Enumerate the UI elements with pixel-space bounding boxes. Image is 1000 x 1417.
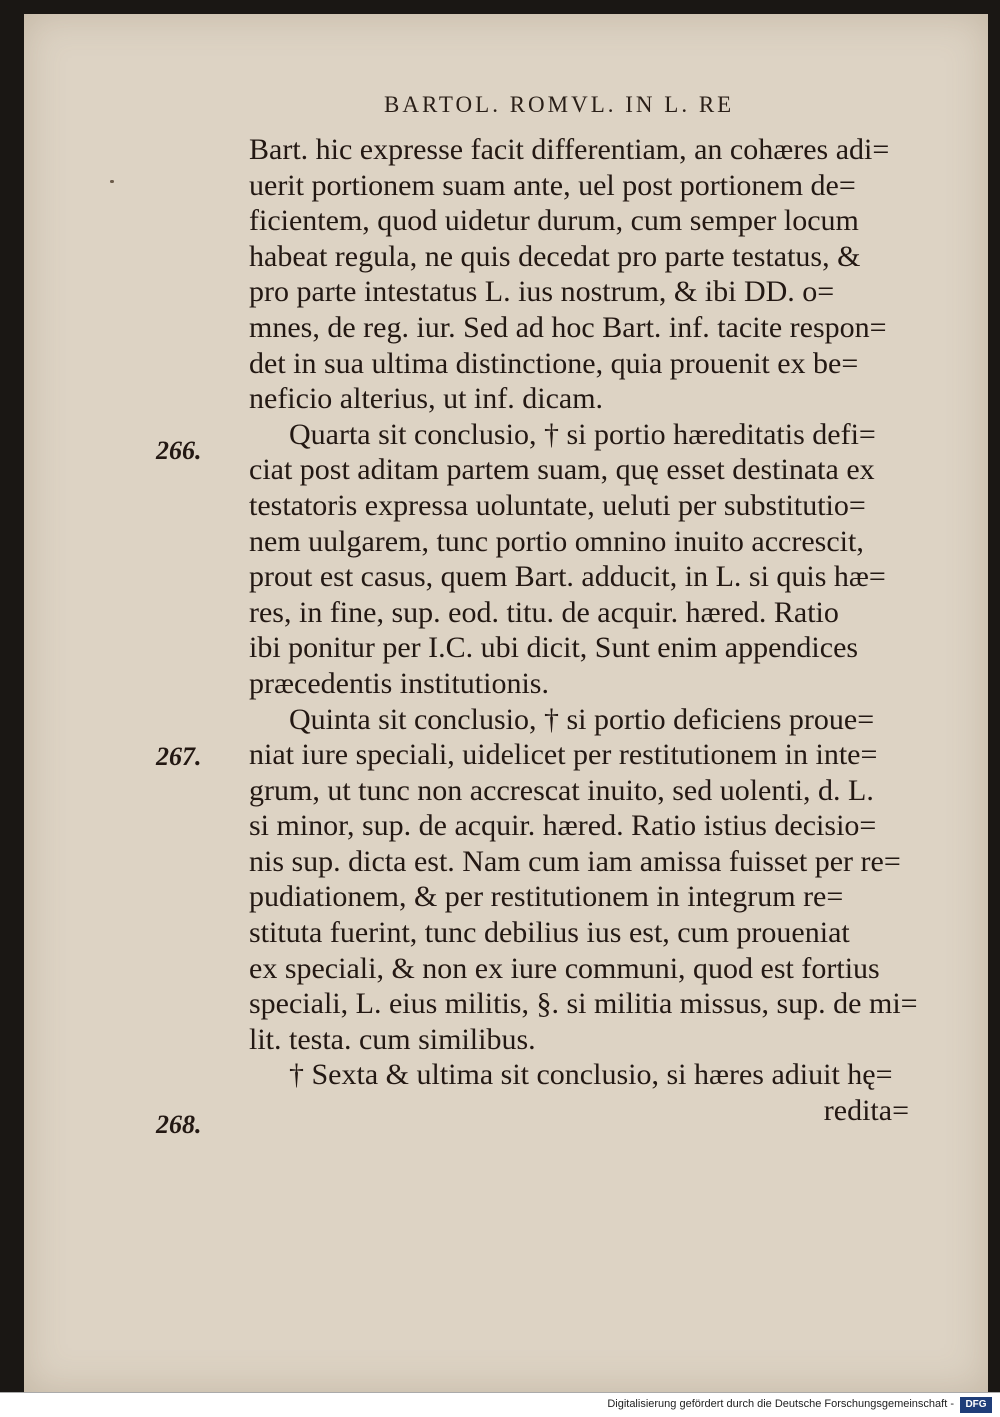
text-line: nem uulgarem, tunc portio omnino inuito accrescit, (249, 524, 864, 558)
digitization-footer (0, 1392, 1000, 1417)
funding-notice: Digitalisierung gefördert durch die Deutsche Forschungsgemeinschaft - (607, 1398, 954, 1410)
text-line: mnes, de reg. iur. Sed ad hoc Bart. inf. tacite respon= (249, 310, 887, 344)
text-line: niat iure speciali, uidelicet per restitutionem in inte= (249, 738, 878, 772)
text-line: habeat regula, ne quis decedat pro parte testatus, & (249, 239, 861, 273)
text-line: præcedentis institutionis. (249, 666, 549, 700)
text-line: uerit portionem suam ante, uel post portionem de= (249, 168, 856, 202)
text-line: Quarta sit conclusio, † si portio hæreditatis defi= (289, 417, 876, 451)
margin-number-267: 267. (156, 742, 202, 771)
text-line: † Sexta & ultima sit conclusio, si hæres adiuit hę= (289, 1058, 893, 1092)
margin-number-268: 268. (156, 1110, 202, 1139)
text-line: neficio alterius, ut inf. dicam. (249, 382, 604, 416)
catchword: redita= (823, 1094, 909, 1128)
text-line: ibi ponitur per I.C. ubi dicit, Sunt enim appendices (249, 631, 859, 665)
text-line: prout est casus, quem Bart. adducit, in L. si quis hæ= (249, 560, 886, 594)
text-line: ex speciali, & non ex iure communi, quod est fortius (249, 951, 880, 985)
margin-number-266: 266. (156, 436, 202, 465)
text-line: nis sup. dicta est. Nam cum iam amissa fuisset per re= (249, 844, 901, 878)
text-line: speciali, L. eius militis, §. si militia missus, sup. de mi= (249, 987, 918, 1021)
text-line: testatoris expressa uoluntate, ueluti per substitutio= (249, 488, 866, 522)
text-line: grum, ut tunc non accrescat inuito, sed uolenti, d. L. (249, 773, 874, 807)
text-line: si minor, sup. de acquir. hæred. Ratio istius decisio= (249, 809, 877, 843)
text-line: pro parte intestatus L. ius nostrum, & ibi DD. o= (249, 275, 835, 309)
dfg-logo: DFG (960, 1397, 992, 1413)
text-line: pudiationem, & per restitutionem in integrum re= (249, 880, 844, 914)
text-line: Quinta sit conclusio, † si portio deficiens proue= (289, 702, 875, 736)
text-line: ficientem, quod uidetur durum, cum semper locum (249, 204, 859, 238)
text-line: Bart. hic expresse facit differentiam, an cohæres adi= (249, 133, 890, 166)
text-line: stituta fuerint, tunc debilius ius est, cum proueniat (249, 916, 850, 950)
text-line: res, in fine, sup. eod. titu. de acquir. hæred. Ratio (249, 595, 839, 629)
body-text (249, 132, 959, 1129)
running-title: BARTOL. ROMVL. IN L. RE (384, 92, 735, 117)
ink-speck (110, 180, 114, 183)
text-line: det in sua ultima distinctione, quia prouenit ex be= (249, 346, 859, 380)
text-line: ciat post aditam partem suam, quę esset destinata ex (249, 453, 875, 487)
text-line: lit. testa. cum similibus. (249, 1022, 536, 1056)
